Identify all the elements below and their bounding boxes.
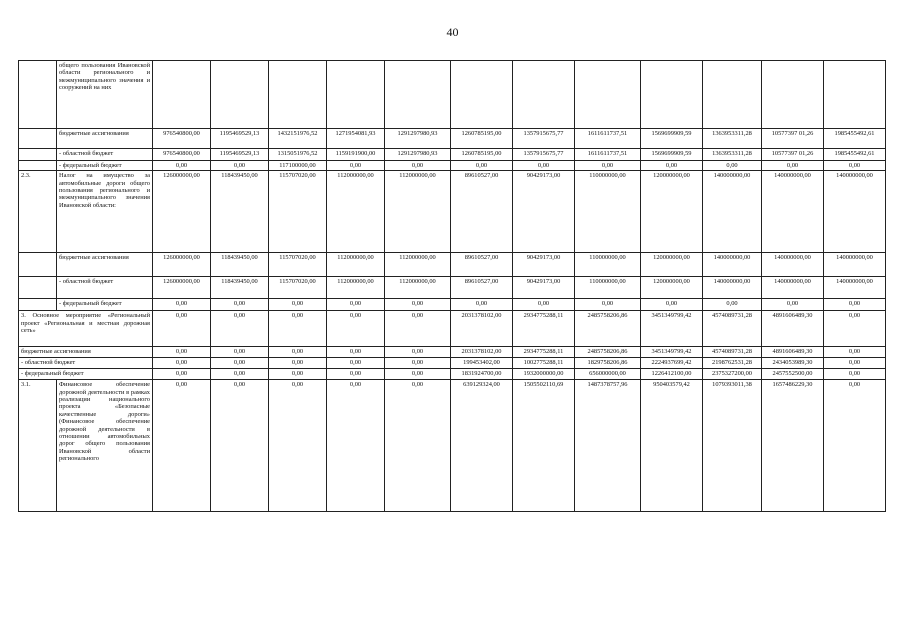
value-cell: 110000000,00 xyxy=(575,171,641,253)
table-row xyxy=(19,311,886,347)
value-cell: 0,00 xyxy=(327,369,385,380)
value-cell: 0,00 xyxy=(327,380,385,512)
table-row xyxy=(19,129,886,149)
row-label: бюджетные ассигнования xyxy=(57,253,153,277)
value-cell: 1611611737,51 xyxy=(575,149,641,161)
value-cell: 112000000,00 xyxy=(385,253,451,277)
table-row xyxy=(19,369,886,380)
value-cell: 1315051976,52 xyxy=(269,149,327,161)
value-cell: 120000000,00 xyxy=(641,277,703,299)
value-cell: 1002775288,11 xyxy=(513,358,575,369)
value-cell: 120000000,00 xyxy=(641,171,703,253)
value-cell: 1159191900,00 xyxy=(327,149,385,161)
value-cell: 2224937699,42 xyxy=(641,358,703,369)
value-cell: 118439450,00 xyxy=(211,277,269,299)
value-cell: 120000000,00 xyxy=(641,253,703,277)
value-cell: 126000000,00 xyxy=(153,253,211,277)
value-cell: 1226412100,00 xyxy=(641,369,703,380)
value-cell: 0,00 xyxy=(269,380,327,512)
value-cell: 126000000,00 xyxy=(153,277,211,299)
row-label: Финансовое обеспечение дорожной деятельности в рамках реализации национального проекта «Безопасные качественные дороги» (Финансовое обеспечение дорожной деятельности в отношении автомобильных дорог общего пользования Ивановской области регионального xyxy=(57,380,153,512)
row-index xyxy=(19,277,57,299)
value-cell: 1260785195,00 xyxy=(451,129,513,149)
page-number: 40 xyxy=(446,25,459,39)
value-cell: 0,00 xyxy=(327,358,385,369)
value-cell: 140000000,00 xyxy=(703,253,762,277)
row-label: - областной бюджет xyxy=(57,277,153,299)
value-cell: 112000000,00 xyxy=(327,253,385,277)
row-label: - областной бюджет xyxy=(57,149,153,161)
value-cell: 0,00 xyxy=(211,380,269,512)
value-cell: 1291297980,93 xyxy=(385,149,451,161)
value-cell: 656000000,00 xyxy=(575,369,641,380)
value-cell: 89610527,00 xyxy=(451,171,513,253)
value-cell: 2934775288,11 xyxy=(513,347,575,358)
value-cell: 0,00 xyxy=(269,369,327,380)
value-cell: 0,00 xyxy=(327,347,385,358)
value-cell: 0,00 xyxy=(327,311,385,347)
value-cell: 1829758206,86 xyxy=(575,358,641,369)
value-cell: 126000000,00 xyxy=(153,171,211,253)
value-cell: 140000000,00 xyxy=(824,171,886,253)
value-cell xyxy=(513,61,575,129)
table-row xyxy=(19,380,886,512)
value-cell xyxy=(575,61,641,129)
value-cell xyxy=(762,61,824,129)
row-label: Налог на имущество за автомобильные дороги общего пользования регионального и межмуниципального значения Ивановской области: xyxy=(57,171,153,253)
value-cell: 118439450,00 xyxy=(211,171,269,253)
value-cell: 0,00 xyxy=(385,358,451,369)
value-cell: 0,00 xyxy=(153,358,211,369)
value-cell: 0,00 xyxy=(385,369,451,380)
value-cell: 89610527,00 xyxy=(451,253,513,277)
value-cell: 1985455492,61 xyxy=(824,149,886,161)
value-cell: 0,00 xyxy=(385,380,451,512)
value-cell: 0,00 xyxy=(385,299,451,311)
value-cell: 0,00 xyxy=(385,347,451,358)
value-cell: 1271954081,93 xyxy=(327,129,385,149)
value-cell: 0,00 xyxy=(451,161,513,171)
value-cell: 112000000,00 xyxy=(327,171,385,253)
row-label: - федеральный бюджет xyxy=(57,161,153,171)
value-cell: 0,00 xyxy=(451,299,513,311)
value-cell: 0,00 xyxy=(703,161,762,171)
value-cell: 4891606489,30 xyxy=(762,347,824,358)
table-row xyxy=(19,61,886,129)
value-cell: 199453402,00 xyxy=(451,358,513,369)
row-index xyxy=(19,149,57,161)
value-cell: 0,00 xyxy=(575,299,641,311)
value-cell: 0,00 xyxy=(153,347,211,358)
value-cell: 0,00 xyxy=(824,311,886,347)
row-label: - федеральный бюджет xyxy=(57,299,153,311)
value-cell: 140000000,00 xyxy=(762,253,824,277)
value-cell: 112000000,00 xyxy=(385,277,451,299)
value-cell: 0,00 xyxy=(211,369,269,380)
table-row xyxy=(19,161,886,171)
value-cell: 2457552500,00 xyxy=(762,369,824,380)
row-label: - федеральный бюджет xyxy=(19,369,153,380)
value-cell: 0,00 xyxy=(153,299,211,311)
value-cell: 2031378102,00 xyxy=(451,347,513,358)
value-cell: 976540800,00 xyxy=(153,129,211,149)
table-row xyxy=(19,358,886,369)
row-label: бюджетные ассигнования xyxy=(57,129,153,149)
value-cell: 90429173,00 xyxy=(513,277,575,299)
value-cell: 1505502110,69 xyxy=(513,380,575,512)
value-cell: 0,00 xyxy=(575,161,641,171)
row-index xyxy=(19,129,57,149)
table-row xyxy=(19,149,886,161)
value-cell: 1611611737,51 xyxy=(575,129,641,149)
value-cell: 0,00 xyxy=(269,311,327,347)
value-cell: 0,00 xyxy=(211,347,269,358)
row-label: бюджетные ассигнования xyxy=(19,347,153,358)
value-cell: 1932000000,00 xyxy=(513,369,575,380)
value-cell: 0,00 xyxy=(641,299,703,311)
value-cell: 90429173,00 xyxy=(513,171,575,253)
value-cell: 1363953311,28 xyxy=(703,149,762,161)
value-cell: 0,00 xyxy=(762,161,824,171)
value-cell: 2934775288,11 xyxy=(513,311,575,347)
value-cell: 140000000,00 xyxy=(824,253,886,277)
value-cell: 0,00 xyxy=(824,347,886,358)
value-cell: 2434053989,30 xyxy=(762,358,824,369)
value-cell: 112000000,00 xyxy=(327,277,385,299)
value-cell xyxy=(824,61,886,129)
value-cell: 1291297980,93 xyxy=(385,129,451,149)
value-cell: 115707020,00 xyxy=(269,277,327,299)
value-cell: 0,00 xyxy=(762,299,824,311)
value-cell: 2375327200,00 xyxy=(703,369,762,380)
value-cell: 0,00 xyxy=(824,380,886,512)
value-cell: 1195469529,13 xyxy=(211,149,269,161)
value-cell: 0,00 xyxy=(153,380,211,512)
value-cell: 1985455492,61 xyxy=(824,129,886,149)
value-cell: 3451349799,42 xyxy=(641,347,703,358)
value-cell: 0,00 xyxy=(211,299,269,311)
table-row xyxy=(19,253,886,277)
value-cell: 0,00 xyxy=(327,161,385,171)
value-cell xyxy=(641,61,703,129)
value-cell: 140000000,00 xyxy=(703,277,762,299)
value-cell: 1569699909,59 xyxy=(641,149,703,161)
value-cell: 4574089731,28 xyxy=(703,347,762,358)
value-cell: 0,00 xyxy=(211,358,269,369)
value-cell: 4574089731,28 xyxy=(703,311,762,347)
value-cell: 0,00 xyxy=(153,311,211,347)
table-row xyxy=(19,299,886,311)
budget-table xyxy=(18,60,886,512)
value-cell: 0,00 xyxy=(269,299,327,311)
value-cell: 1357915675,77 xyxy=(513,149,575,161)
value-cell xyxy=(153,61,211,129)
value-cell: 1569699909,59 xyxy=(641,129,703,149)
value-cell: 140000000,00 xyxy=(824,277,886,299)
value-cell: 0,00 xyxy=(824,161,886,171)
value-cell: 0,00 xyxy=(211,311,269,347)
value-cell: 2485758206,86 xyxy=(575,311,641,347)
value-cell: 2031378102,00 xyxy=(451,311,513,347)
value-cell: 140000000,00 xyxy=(762,171,824,253)
value-cell: 639129324,00 xyxy=(451,380,513,512)
value-cell: 0,00 xyxy=(385,311,451,347)
value-cell: 2198762531,28 xyxy=(703,358,762,369)
value-cell: 0,00 xyxy=(211,161,269,171)
row-index: 3.1. xyxy=(19,380,57,512)
value-cell: 1195469529,13 xyxy=(211,129,269,149)
value-cell xyxy=(703,61,762,129)
value-cell xyxy=(211,61,269,129)
value-cell: 0,00 xyxy=(513,161,575,171)
value-cell: 0,00 xyxy=(824,299,886,311)
value-cell: 0,00 xyxy=(824,358,886,369)
value-cell: 0,00 xyxy=(703,299,762,311)
row-label: общего пользования Ивановской области регионального и межмуниципального значения и сооружений на них xyxy=(57,61,153,129)
value-cell xyxy=(385,61,451,129)
value-cell: 4891606489,30 xyxy=(762,311,824,347)
value-cell: 976540800,00 xyxy=(153,149,211,161)
value-cell: 0,00 xyxy=(153,369,211,380)
value-cell: 0,00 xyxy=(153,161,211,171)
value-cell: 950403579,42 xyxy=(641,380,703,512)
value-cell: 0,00 xyxy=(824,369,886,380)
table-row xyxy=(19,347,886,358)
value-cell: 0,00 xyxy=(641,161,703,171)
value-cell: 1432151976,52 xyxy=(269,129,327,149)
value-cell: 140000000,00 xyxy=(762,277,824,299)
value-cell: 2485758206,86 xyxy=(575,347,641,358)
value-cell: 140000000,00 xyxy=(703,171,762,253)
row-index xyxy=(19,253,57,277)
value-cell: 3451349799,42 xyxy=(641,311,703,347)
value-cell: 0,00 xyxy=(327,299,385,311)
value-cell: 10577397 01,26 xyxy=(762,149,824,161)
value-cell: 0,00 xyxy=(269,347,327,358)
table-row xyxy=(19,277,886,299)
row-index: 2.3. xyxy=(19,171,57,253)
row-index xyxy=(19,299,57,311)
value-cell: 115707020,00 xyxy=(269,253,327,277)
value-cell: 0,00 xyxy=(513,299,575,311)
value-cell: 10577397 01,26 xyxy=(762,129,824,149)
value-cell: 1831924700,00 xyxy=(451,369,513,380)
value-cell xyxy=(451,61,513,129)
row-label: 3. Основное мероприятие «Региональный проект «Региональная и местная дорожная сеть» xyxy=(19,311,153,347)
value-cell: 1260785195,00 xyxy=(451,149,513,161)
row-label: - областной бюджет xyxy=(19,358,153,369)
value-cell: 0,00 xyxy=(385,161,451,171)
value-cell xyxy=(327,61,385,129)
value-cell: 90429173,00 xyxy=(513,253,575,277)
table-row xyxy=(19,171,886,253)
value-cell: 112000000,00 xyxy=(385,171,451,253)
value-cell: 1657486229,30 xyxy=(762,380,824,512)
value-cell: 0,00 xyxy=(269,358,327,369)
row-index xyxy=(19,161,57,171)
value-cell: 89610527,00 xyxy=(451,277,513,299)
value-cell: 1363953311,28 xyxy=(703,129,762,149)
value-cell: 1079393011,38 xyxy=(703,380,762,512)
value-cell: 1487378757,96 xyxy=(575,380,641,512)
value-cell xyxy=(269,61,327,129)
row-index xyxy=(19,61,57,129)
value-cell: 110000000,00 xyxy=(575,277,641,299)
value-cell: 110000000,00 xyxy=(575,253,641,277)
value-cell: 1357915675,77 xyxy=(513,129,575,149)
value-cell: 117100000,00 xyxy=(269,161,327,171)
value-cell: 115707020,00 xyxy=(269,171,327,253)
value-cell: 118439450,00 xyxy=(211,253,269,277)
